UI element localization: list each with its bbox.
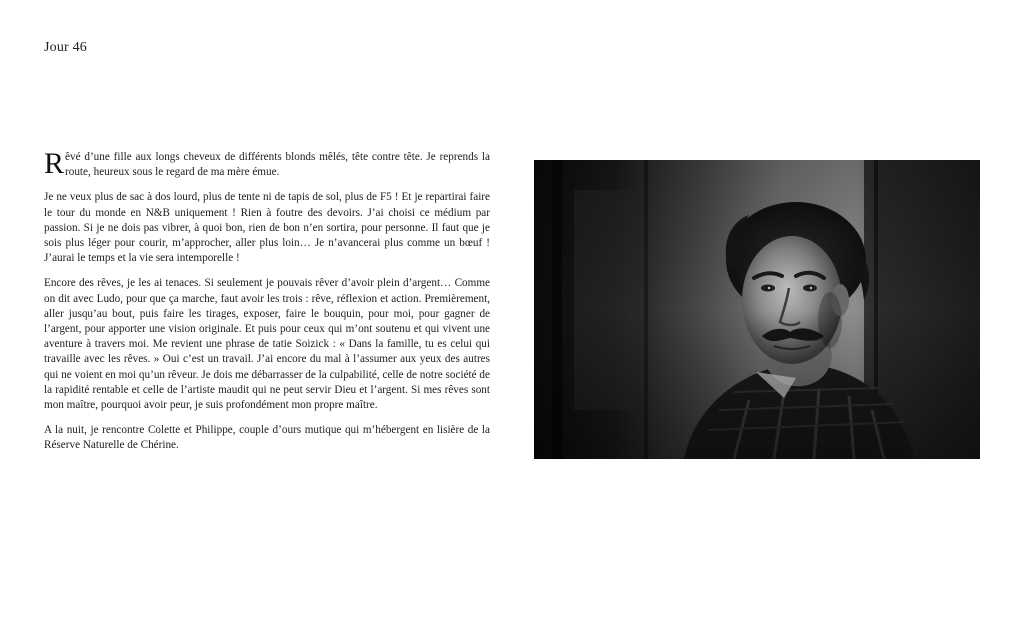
portrait-photo-illustration: [534, 160, 980, 459]
lead-paragraph: [44, 147, 490, 180]
paragraph-3: A la nuit, je rencontre Colette et Philippe, couple d’ours mutique qui m’hébergent en lisière de la Réserve Naturelle de Chérine.: [44, 424, 490, 452]
paragraph-2: Encore des rêves, je les ai tenaces. Si seulement je pouvais rêver d’avoir plein d’argent… Comme on dit avec Ludo, pour que ça marche, faut avoir les trois : rêve, réflexion et action. Premièrement, aller jusqu’au bout, puis faire les tirages, exposer, faire le bouquin, pour moi, pour gagner de l’argent, pour apporter une vision originale. Et puis pour ceux qui m’ont soutenu et qui vivent une aventure à travers moi. Me revient une phrase de tatie Soizick : « Dans la famille, tu es celui qui travaille avec les rêves. » Oui c’est un travail. J’ai encore du mal à l’assumer aux yeux des autres qui ne voient en moi qu’un rêveur. Je dois me débarrasser de la culpabilité, celle de notre société de la rapidité rentable et celle de l’artiste maudit qui ne peut servir Dieu et l’argent. Si mes rêves sont mon maître, pourquoi avoir peur, je suis profondément mon propre maître.: [44, 277, 490, 412]
page-title: Jour 46: [44, 40, 88, 55]
paragraph-1: Je ne veux plus de sac à dos lourd, plus de tente ni de tapis de sol, plus de F5 ! Et je repartirai faire le tour du monde en N&B uniquement ! Rien à foutre des devoirs. J’ai choisi ce médium par passion. Si je ne dois pas vibrer, à quoi bon, rien de bon n’en sortira, pour personne. Il faut que je sois plus léger pour courir, m’approcher, aller plus loin… Je n’avancerai plus comme un bœuf ! J’aurai le temps et la vie sera intemporelle !: [44, 191, 490, 265]
portrait-photo: [534, 160, 980, 459]
lead-text: êvé d’une fille aux longs cheveux de différents blonds mêlés, tête contre tête. Je reprends la route, heureux sous le regard de ma mère émue.: [65, 151, 490, 179]
drop-cap: R: [44, 147, 65, 180]
article-body: [44, 147, 490, 464]
